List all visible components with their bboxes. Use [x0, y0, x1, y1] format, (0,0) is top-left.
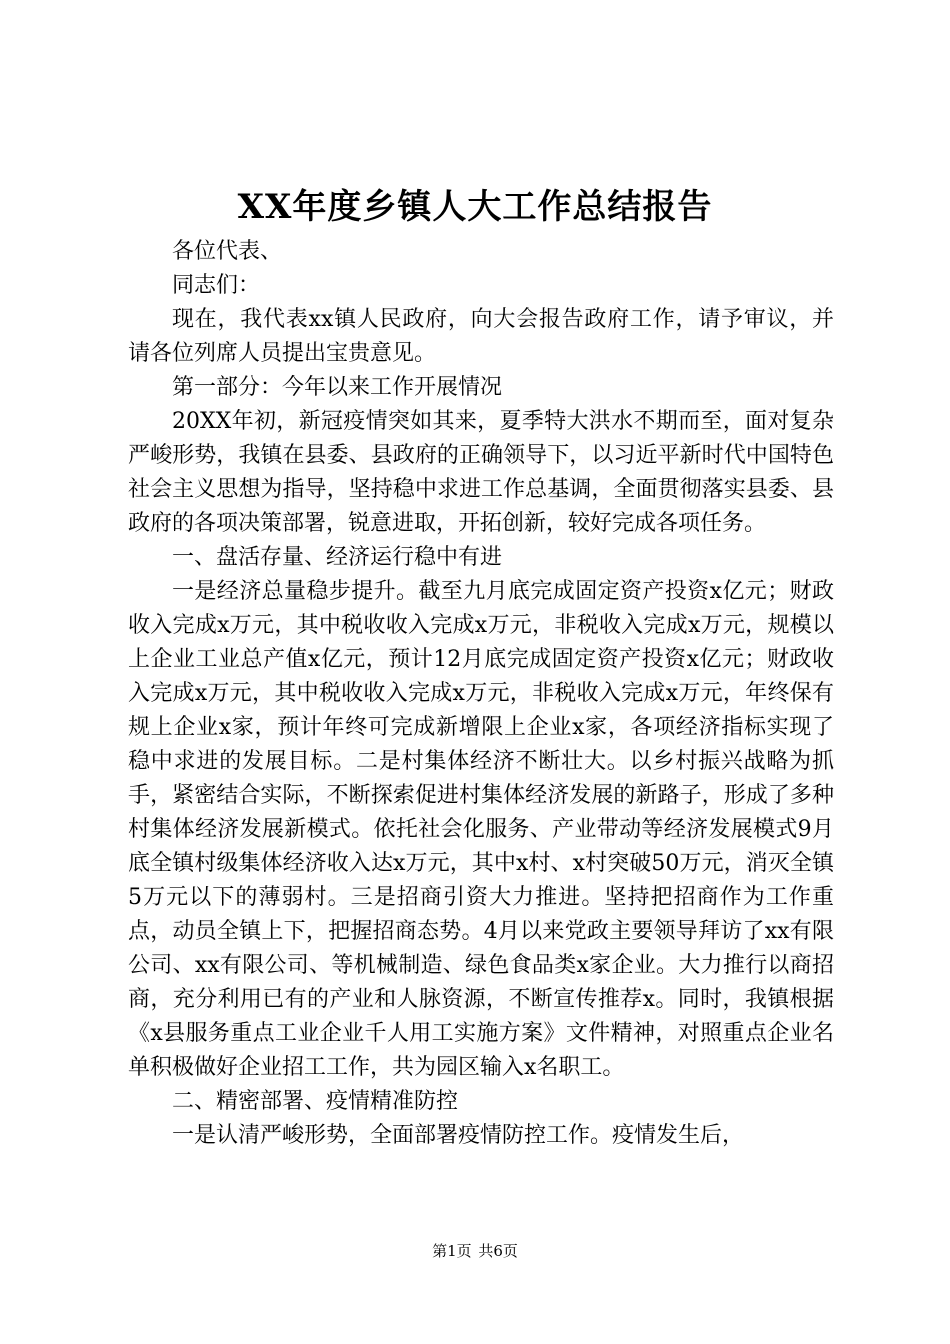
salutation-line-1: 各位代表、: [172, 239, 283, 264]
subsection-heading-economy: 一、盘活存量、经济运行稳中有进: [172, 545, 503, 570]
epidemic-paragraph: 一是认清严峻形势，全面部署疫情防控工作。疫情发生后，: [172, 1123, 745, 1148]
salutation-line-2: 同志们：: [172, 273, 261, 298]
economy-paragraph: 一是经济总量稳步提升。截至九月底完成固定资产投资x亿元；财政收入完成x万元，其中税收收入完成x万元，非税收入完成x万元，规模以上企业工业总产值x亿元，预计12月底完成固定资产投资x亿元；财政收入完成x万元，其中税收收入完成x万元，非税收入完成x万元，年终保有规上企业x家，预计年终可完成新增限上企业x家，各项经济指标实现了稳中求进的发展目标。二是村集体经济不断壮大。以乡村振兴战略为抓手，紧密结合实际，不断探索促进村集体经济发展的新路子，形成了多种村集体经济发展新模式。依托社会化服务、产业带动等经济发展模式9月底全镇村级集体经济收入达x万元，其中x村、x村突破50万元，消灭全镇5万元以下的薄弱村。三是招商引资大力推进。坚持把招商作为工作重点，动员全镇上下，把握招商态势。4月以来党政主要领导拜访了xx有限公司、xx有限公司、等机械制造、绿色食品类x家企业。大力推行以商招商，充分利用已有的产业和人脉资源，不断宣传推荐x。同时，我镇根据《x县服务重点工业企业千人用工实施方案》文件精神，对照重点企业名单积极做好企业招工工作，共为园区输入x名职工。: [128, 579, 834, 1080]
document-body: [128, 235, 834, 1153]
overview-paragraph: 20XX年初，新冠疫情突如其来，夏季特大洪水不期而至，面对复杂严峻形势，我镇在县委、县政府的正确领导下，以习近平新时代中国特色社会主义思想为指导，坚持稳中求进工作总基调，全面贯彻落实县委、县政府的各项决策部署，锐意进取，开拓创新，较好完成各项任务。: [128, 409, 834, 536]
page-footer: [0, 1240, 950, 1262]
subsection-heading-epidemic: 二、精密部署、疫情精准防控: [172, 1089, 459, 1114]
section-heading-part-one: 第一部分：今年以来工作开展情况: [172, 375, 503, 400]
intro-paragraph: 现在，我代表xx镇人民政府，向大会报告政府工作，请予审议，并请各位列席人员提出宝贵意见。: [128, 307, 834, 366]
page-total: 共6页: [478, 1242, 518, 1260]
page-number: 第1页: [432, 1242, 472, 1260]
document-title: XX年度乡镇人大工作总结报告: [237, 187, 713, 227]
